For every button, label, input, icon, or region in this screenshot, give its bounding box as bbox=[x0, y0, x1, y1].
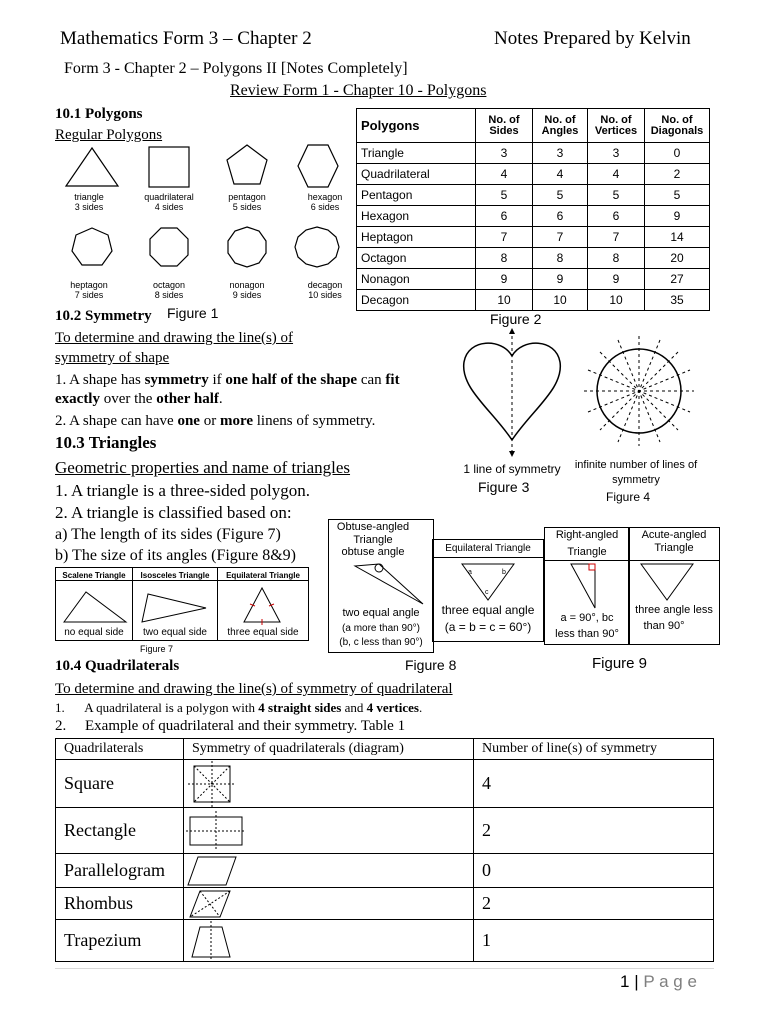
scalene-caption: no equal side bbox=[64, 627, 124, 638]
text: symmetry bbox=[144, 372, 209, 388]
text: 1. bbox=[55, 700, 65, 715]
text: . bbox=[218, 391, 223, 407]
cell-diagonals: 27 bbox=[645, 269, 710, 290]
hexagon-shape bbox=[298, 145, 338, 187]
acute-title-line1: Acute-angled bbox=[641, 529, 707, 541]
heptagon-sides: 7 sides bbox=[74, 290, 104, 300]
cell-sides: 8 bbox=[476, 248, 533, 269]
quadrilateral-symmetry-table bbox=[55, 738, 714, 962]
page-number: 1 bbox=[620, 972, 630, 991]
table-row bbox=[357, 185, 710, 206]
text: can bbox=[357, 372, 386, 388]
text: other half bbox=[156, 391, 219, 407]
cell-sides: 9 bbox=[476, 269, 533, 290]
polygon-properties-table bbox=[356, 108, 710, 311]
symmetry-point-1 bbox=[55, 371, 465, 409]
figure-3-caption: Figure 3 bbox=[478, 479, 530, 495]
obtuse-triangle-box bbox=[328, 519, 434, 653]
obtuse-caption-2: (a more than 90°) bbox=[342, 623, 420, 634]
triangle-point-b: b) The size of its angles (Figure 8&9) bbox=[55, 547, 296, 564]
rhombus-symmetry-diagram bbox=[186, 889, 246, 919]
footer-divider bbox=[55, 968, 714, 969]
cell-sides: 3 bbox=[476, 143, 533, 164]
acute-caption-2: than 90° bbox=[643, 620, 685, 632]
col-sides: No. of Sides bbox=[476, 109, 533, 143]
text: Example of quadrilateral and their symmetry. Table 1 bbox=[85, 718, 406, 734]
page-label: P a g e bbox=[643, 972, 697, 991]
symmetry-subheading-line2: symmetry of shape bbox=[55, 350, 170, 366]
text: and bbox=[341, 700, 367, 715]
equilateral-caption-2: (a = b = c = 60°) bbox=[444, 620, 532, 634]
text: over the bbox=[99, 391, 157, 407]
isosceles-title: Isosceles Triangle bbox=[140, 571, 210, 580]
symmetry-count: 2 bbox=[474, 888, 714, 920]
cell-diagonals: 9 bbox=[645, 206, 710, 227]
pentagon-shape bbox=[227, 145, 267, 184]
quadrilateral-point-2 bbox=[55, 718, 405, 735]
quad-name: Parallelogram bbox=[56, 854, 184, 888]
quadrilateral-label: quadrilateral bbox=[144, 192, 194, 202]
regular-polygons-subheading: Regular Polygons bbox=[55, 127, 163, 143]
polygon-name: Nonagon bbox=[357, 269, 476, 290]
square-shape bbox=[149, 147, 189, 187]
quadrilaterals-subheading: To determine and drawing the line(s) of symmetry of quadrilateral bbox=[55, 681, 453, 697]
table-row bbox=[56, 920, 714, 962]
square-symmetry-diagram bbox=[186, 761, 246, 807]
obtuse-angle-label: obtuse angle bbox=[341, 546, 405, 558]
polygon-name: Hexagon bbox=[357, 206, 476, 227]
text: one bbox=[177, 413, 200, 429]
symmetry-count: 0 bbox=[474, 854, 714, 888]
triangle-sides: 3 sides bbox=[74, 202, 104, 212]
heart-caption: 1 line of symmetry bbox=[463, 462, 561, 476]
header-left-title: Mathematics Form 3 – Chapter 2 bbox=[60, 28, 312, 49]
decagon-label: decagon bbox=[307, 280, 343, 290]
equilateral-caption: three equal side bbox=[227, 627, 299, 638]
cell-diagonals: 2 bbox=[645, 164, 710, 185]
triangle-point-1: 1. A triangle is a three-sided polygon. bbox=[55, 481, 310, 500]
obtuse-title-line1: Obtuse-angled bbox=[336, 521, 410, 533]
col-angles: No. of Angles bbox=[533, 109, 588, 143]
figure-2-caption: Figure 2 bbox=[490, 311, 542, 327]
heptagon-label: heptagon bbox=[70, 280, 108, 290]
table-row bbox=[56, 854, 714, 888]
cell-vertices: 9 bbox=[588, 269, 645, 290]
isosceles-caption: two equal side bbox=[143, 627, 207, 638]
cell-angles: 6 bbox=[533, 206, 588, 227]
table-row bbox=[56, 808, 714, 854]
cell-angles: 10 bbox=[533, 290, 588, 311]
pentagon-sides: 5 sides bbox=[232, 202, 262, 212]
header-right-title: Notes Prepared by Kelvin bbox=[494, 28, 691, 49]
right-title-line2: Triangle bbox=[567, 546, 607, 558]
cell-angles: 7 bbox=[533, 227, 588, 248]
cell-vertices: 5 bbox=[588, 185, 645, 206]
polygon-name: Pentagon bbox=[357, 185, 476, 206]
hexagon-label: hexagon bbox=[307, 192, 343, 202]
cell-sides: 6 bbox=[476, 206, 533, 227]
obtuse-caption-1: two equal angle bbox=[342, 607, 420, 619]
cell-vertices: 4 bbox=[588, 164, 645, 185]
circle-caption-line1: infinite number of lines of bbox=[574, 459, 698, 471]
text: . bbox=[418, 700, 423, 715]
octagon-label: octagon bbox=[152, 280, 186, 290]
decagon-shape bbox=[295, 227, 339, 267]
decagon-sides: 10 sides bbox=[308, 290, 342, 300]
polygon-name: Triangle bbox=[357, 143, 476, 164]
table-row bbox=[56, 888, 714, 920]
section-10-1-heading: 10.1 Polygons bbox=[55, 106, 143, 122]
figure-4-caption: Figure 4 bbox=[606, 490, 651, 504]
table-row bbox=[357, 164, 710, 185]
triangle-point-2: 2. A triangle is classified based on: bbox=[55, 503, 292, 522]
cell-sides: 7 bbox=[476, 227, 533, 248]
cell-angles: 9 bbox=[533, 269, 588, 290]
text: fit bbox=[385, 372, 400, 388]
circle-symmetry-figure bbox=[578, 330, 700, 452]
hexagon-sides: 6 sides bbox=[310, 202, 340, 212]
right-triangle-shape bbox=[565, 562, 615, 610]
quad-name: Rectangle bbox=[56, 808, 184, 854]
table-row bbox=[357, 248, 710, 269]
equilateral-angle-title: Equilateral Triangle bbox=[445, 543, 531, 554]
obtuse-caption-3: (b, c less than 90°) bbox=[339, 637, 423, 648]
figure-7-box bbox=[55, 567, 309, 641]
quad-name: Rhombus bbox=[56, 888, 184, 920]
section-10-4-heading: 10.4 Quadrilaterals bbox=[55, 658, 180, 674]
polygon-name: Octagon bbox=[357, 248, 476, 269]
text: 2. bbox=[55, 718, 67, 734]
cell-vertices: 7 bbox=[588, 227, 645, 248]
quadrilateral-point-1 bbox=[55, 700, 422, 716]
right-caption-1: a = 90°, bc bbox=[560, 612, 614, 624]
text: 4 straight sides bbox=[258, 700, 342, 715]
equilateral-angle-box bbox=[432, 539, 544, 642]
symmetry-subheading-line1: To determine and drawing the line(s) of bbox=[55, 330, 294, 346]
text: 2. A shape can have bbox=[55, 413, 178, 429]
text: more bbox=[219, 413, 254, 429]
table-row bbox=[357, 206, 710, 227]
acute-triangle-shape bbox=[637, 562, 697, 602]
pentagon-label: pentagon bbox=[228, 192, 266, 202]
polygon-name: Quadrilateral bbox=[357, 164, 476, 185]
rectangle-symmetry-diagram bbox=[186, 811, 256, 851]
figure-1-caption: Figure 1 bbox=[167, 305, 219, 321]
right-caption-2: less than 90° bbox=[555, 628, 619, 640]
document-subtitle: Form 3 - Chapter 2 – Polygons II [Notes Completely] bbox=[64, 60, 408, 77]
text: one half of the shape bbox=[225, 372, 358, 388]
heart-symmetry-figure bbox=[456, 328, 568, 458]
text: A quadrilateral is a polygon with bbox=[84, 700, 259, 715]
text: 1. A shape has bbox=[55, 372, 145, 388]
trapezium-diagram-cell bbox=[184, 920, 474, 962]
cell-diagonals: 5 bbox=[645, 185, 710, 206]
cell-vertices: 3 bbox=[588, 143, 645, 164]
triangle-label: triangle bbox=[74, 192, 104, 202]
table-row bbox=[357, 227, 710, 248]
cell-sides: 4 bbox=[476, 164, 533, 185]
nonagon-label: nonagon bbox=[229, 280, 265, 290]
col-diagram: Symmetry of quadrilaterals (diagram) bbox=[184, 739, 474, 760]
acute-title-line2: Triangle bbox=[654, 542, 694, 554]
acute-triangle-box bbox=[628, 527, 720, 645]
figure-8-caption: Figure 8 bbox=[405, 657, 457, 673]
col-polygons: Polygons bbox=[357, 109, 476, 143]
cell-sides: 5 bbox=[476, 185, 533, 206]
nonagon-sides: 9 sides bbox=[232, 290, 262, 300]
acute-caption-1: three angle less bbox=[635, 604, 713, 616]
octagon-shape bbox=[150, 228, 188, 266]
side-triangles-figure bbox=[56, 582, 308, 626]
text: 4 vertices bbox=[366, 700, 419, 715]
nonagon-shape bbox=[228, 227, 266, 267]
symmetry-count: 4 bbox=[474, 760, 714, 808]
right-triangle-box bbox=[544, 527, 630, 645]
section-10-2-heading: 10.2 Symmetry bbox=[55, 308, 152, 324]
section-10-3-heading: 10.3 Triangles bbox=[55, 433, 157, 452]
table-row bbox=[56, 760, 714, 808]
svg-text:b: b bbox=[502, 569, 506, 576]
col-lines: Number of line(s) of symmetry bbox=[474, 739, 714, 760]
review-heading: Review Form 1 - Chapter 10 - Polygons bbox=[230, 82, 487, 99]
scalene-title: Scalene Triangle bbox=[62, 571, 126, 580]
cell-angles: 5 bbox=[533, 185, 588, 206]
col-quadrilaterals: Quadrilaterals bbox=[56, 739, 184, 760]
col-diagonals: No. of Diagonals bbox=[645, 109, 710, 143]
right-title-line1: Right-angled bbox=[555, 529, 619, 541]
cell-vertices: 8 bbox=[588, 248, 645, 269]
cell-vertices: 6 bbox=[588, 206, 645, 227]
equilateral-caption-1: three equal angle bbox=[441, 603, 535, 617]
quadrilateral-sides: 4 sides bbox=[154, 202, 184, 212]
quad-name: Square bbox=[56, 760, 184, 808]
symmetry-point-2 bbox=[55, 412, 375, 431]
figure-7-caption: Figure 7 bbox=[140, 644, 174, 654]
symmetry-count: 1 bbox=[474, 920, 714, 962]
cell-diagonals: 20 bbox=[645, 248, 710, 269]
parallelogram-symmetry-diagram bbox=[186, 855, 246, 887]
obtuse-triangle-shape bbox=[349, 556, 429, 606]
symmetry-count: 2 bbox=[474, 808, 714, 854]
footer-separator: | bbox=[634, 972, 639, 991]
cell-sides: 10 bbox=[476, 290, 533, 311]
triangle-shape bbox=[66, 148, 118, 186]
octagon-sides: 8 sides bbox=[154, 290, 184, 300]
triangles-subheading: Geometric properties and name of triangles bbox=[55, 458, 351, 477]
text: if bbox=[208, 372, 226, 388]
figure-9-caption: Figure 9 bbox=[592, 655, 648, 672]
page-footer bbox=[620, 972, 697, 992]
text: or bbox=[199, 413, 220, 429]
col-vertices: No. of Vertices bbox=[588, 109, 645, 143]
obtuse-title-line2: Triangle bbox=[353, 534, 393, 546]
cell-diagonals: 35 bbox=[645, 290, 710, 311]
cell-vertices: 10 bbox=[588, 290, 645, 311]
rectangle-diagram-cell bbox=[184, 808, 474, 854]
triangle-point-a: a) The length of its sides (Figure 7) bbox=[55, 526, 281, 543]
table-row bbox=[357, 143, 710, 164]
table-row bbox=[357, 290, 710, 311]
cell-angles: 3 bbox=[533, 143, 588, 164]
quad-name: Trapezium bbox=[56, 920, 184, 962]
svg-text:c: c bbox=[485, 589, 489, 596]
rhombus-diagram-cell bbox=[184, 888, 474, 920]
cell-angles: 8 bbox=[533, 248, 588, 269]
equilateral-title: Equilateral Triangle bbox=[226, 571, 300, 580]
cell-angles: 4 bbox=[533, 164, 588, 185]
polygon-name: Decagon bbox=[357, 290, 476, 311]
parallelogram-diagram-cell bbox=[184, 854, 474, 888]
heptagon-shape bbox=[72, 228, 112, 265]
table-row bbox=[357, 269, 710, 290]
equilateral-angle-shape bbox=[458, 560, 518, 602]
polygon-name: Heptagon bbox=[357, 227, 476, 248]
square-diagram-cell bbox=[184, 760, 474, 808]
text: exactly bbox=[55, 391, 100, 407]
text: linens of symmetry. bbox=[253, 413, 376, 429]
circle-caption-line2: symmetry bbox=[612, 474, 660, 486]
trapezium-symmetry-diagram bbox=[186, 921, 246, 961]
cell-diagonals: 14 bbox=[645, 227, 710, 248]
cell-diagonals: 0 bbox=[645, 143, 710, 164]
svg-text:a: a bbox=[468, 569, 472, 576]
